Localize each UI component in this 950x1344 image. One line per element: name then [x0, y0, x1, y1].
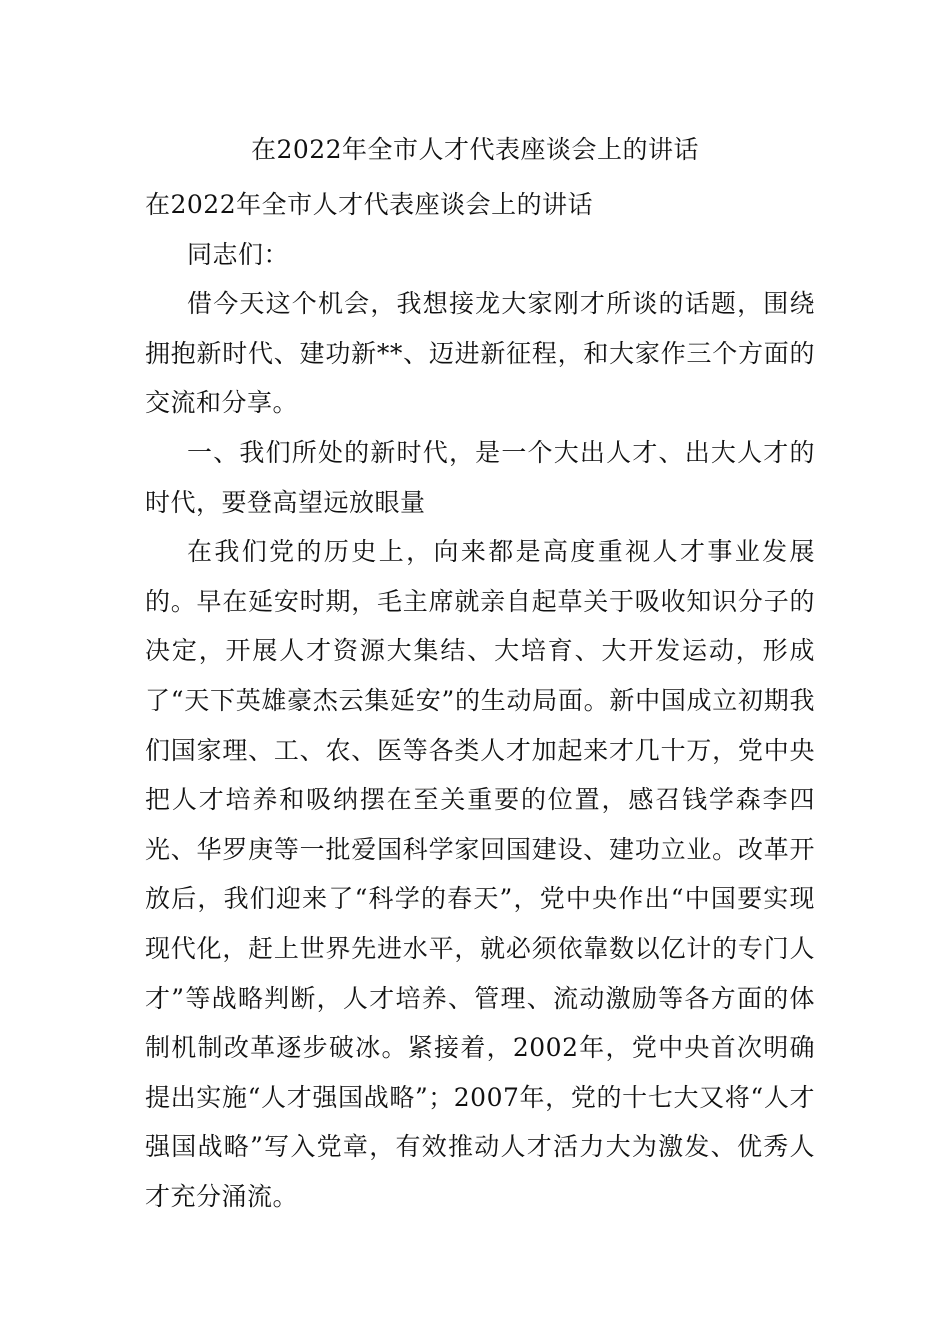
paragraph-intro: 借今天这个机会，我想接龙大家刚才所谈的话题，围绕拥抱新时代、建功新**、迈进新征程，和大家作三个方面的交流和分享。	[145, 289, 815, 418]
document-body	[145, 180, 815, 1221]
document-subtitle: 在2022年全市人才代表座谈会上的讲话	[145, 190, 594, 219]
section-heading-1: 一、我们所处的新时代，是一个大出人才、出大人才的时代，要登高望远放眼量	[145, 437, 815, 517]
paragraph-history: 在我们党的历史上，向来都是高度重视人才事业发展的。早在延安时期，毛主席就亲自起草关于吸收知识分子的决定，开展人才资源大集结、大培育、大开发运动，形成了“天下英雄豪杰云集延安”的生动局面。新中国成立初期我们国家理、工、农、医等各类人才加起来才几十万，党中央把人才培养和吸纳摆在至关重要的位置，感召钱学森李四光、华罗庚等一批爱国科学家回国建设、建功立业。改革开放后，我们迎来了“科学的春天”，党中央作出“中国要实现现代化，赶上世界先进水平，就必须依靠数以亿计的专门人才”等战略判断，人才培养、管理、流动激励等各方面的体制机制改革逐步破冰。紧接着，2002年，党中央首次明确提出实施“人才强国战略”；2007年，党的十七大又将“人才强国战略”写入党章，有效推动人才活力大为激发、优秀人才充分涌流。	[145, 537, 815, 1211]
salutation: 同志们：	[187, 239, 290, 269]
document-title: 在2022年全市人才代表座谈会上的讲话	[250, 135, 700, 164]
